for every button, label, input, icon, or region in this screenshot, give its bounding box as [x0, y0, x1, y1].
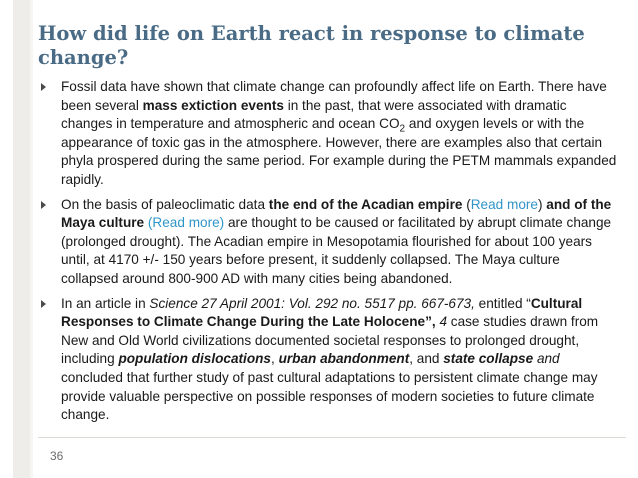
bullet-text: , [271, 351, 279, 367]
subscript-text: 2 [399, 123, 406, 135]
slide-content [38, 78, 618, 431]
slide-title: How did life on Earth react in response to climate change? [38, 22, 585, 69]
bullet-text: case studies drawn from New and Old World civilizations documented societal responses to prolonged drought, including [61, 314, 599, 367]
bullet-text: In an article in [61, 295, 150, 311]
italic-text: and [536, 351, 560, 367]
bullet-arrow-icon [41, 201, 46, 209]
bullet-text: are thought to be caused or facilitated by abrupt climate change (prolonged drought). The Acadian empire in Mesopotamia flourished for about 100 years until, at 4170 +/- 150 years before present, it suddenly collapsed. The Maya culture collapsed around 800-900 AD with many cities being abandoned. [61, 215, 612, 286]
bullet-text: entitled “ [474, 295, 531, 311]
bullet-arrow-icon [41, 300, 46, 308]
bullet-text: Fossil data have shown that climate change can profoundly affect life on Earth. There have been several [61, 79, 607, 113]
bold-italic-text: state collapse [443, 351, 534, 367]
bullet-text: ( [462, 196, 471, 212]
footer-divider [38, 437, 626, 438]
bold-text: Cultural Responses to Climate Change During the Late Holocene”, [61, 295, 583, 330]
bold-text: and of the Maya culture [61, 196, 612, 231]
bullet-text: , and [409, 351, 444, 367]
bullet-text: and oxygen levels or with the appearance of toxic gas in the atmosphere. However, there are examples also that certain phyla prospered during the same period. For example during the PETM mammals expanded rapidly. [61, 116, 617, 187]
bullet-text: in the past, that were associated with dramatic changes in temperature and atmospheric and ocean CO [61, 97, 567, 132]
bullet-item-1 [38, 78, 618, 190]
bullet-arrow-icon [41, 83, 46, 91]
read-more-link-maya[interactable]: (Read more) [147, 215, 225, 231]
left-decorative-bar [13, 0, 30, 478]
bullet-item-3 [38, 295, 618, 425]
bullet-text: concluded that further study of past cultural adaptations to persistent climate change may provide valuable perspective on possible responses of modern societies to future climate change. [61, 369, 598, 423]
bold-text: mass extiction events [142, 97, 284, 113]
italic-text: 4 [439, 314, 447, 330]
italic-text: Science 27 April 2001: Vol. 292 no. 5517 pp. 667-673, [149, 295, 475, 311]
bullet-item-2 [38, 196, 618, 289]
read-more-link-acadian[interactable]: Read more [470, 196, 538, 212]
bullet-text: ) [537, 196, 547, 212]
bold-italic-text: population dislocations [118, 351, 271, 367]
bold-text: the end of the Acadian empire [268, 196, 463, 212]
bold-italic-text: urban abandonment [278, 351, 410, 367]
bullet-text: On the basis of paleoclimatic data [61, 196, 269, 212]
left-decorative-stripe [30, 0, 33, 478]
page-number: 36 [50, 449, 64, 463]
